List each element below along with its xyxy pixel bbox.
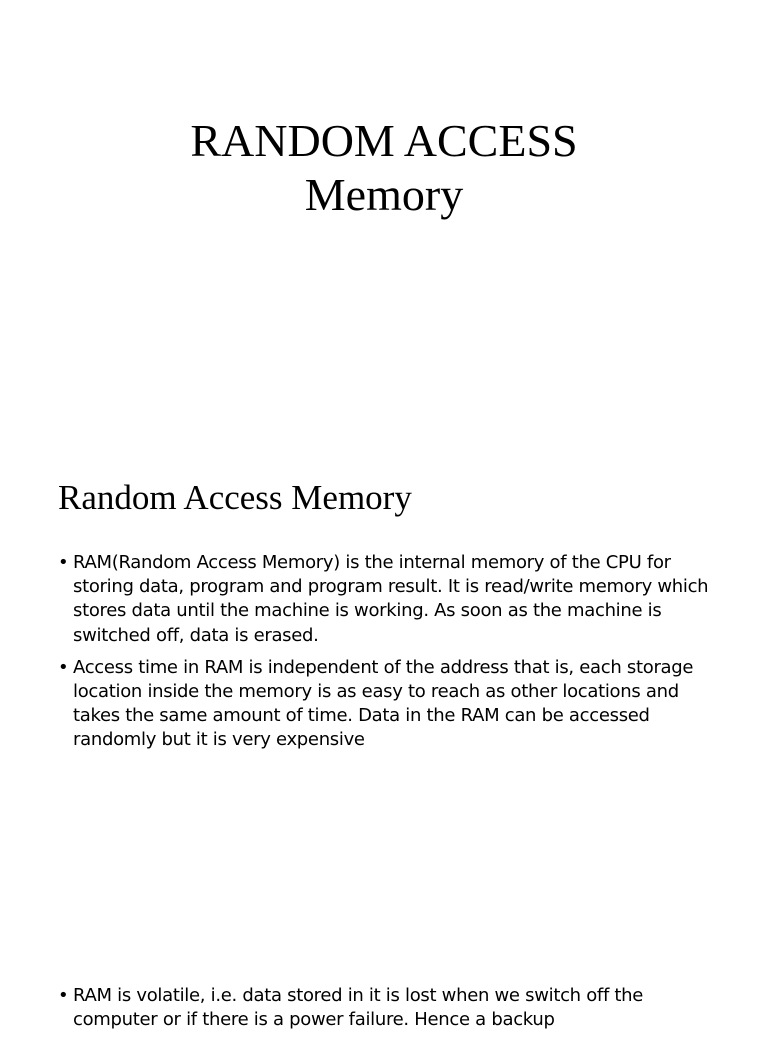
bullet-text: RAM(Random Access Memory) is the internal memory of the CPU for storing data, program and program result. It is read/write memory which stores data until the machine is working. As soon as the machine is switched off, data is erased. (73, 552, 709, 646)
bullet-text: Access time in RAM is independent of the address that is, each storage location inside the memory is as easy to reach as other locations and takes the same amount of time. Data in the RAM can be accessed randomly but it is very expensive (73, 656, 694, 751)
title-line-2: Memory (304, 169, 464, 220)
bullet-marker: • (58, 656, 69, 678)
list-item (58, 551, 718, 648)
bullet-list (58, 551, 718, 761)
title-line-1: RANDOM ACCESS (190, 115, 578, 166)
bullet-marker: • (58, 552, 69, 573)
bullet-text: RAM is volatile, i.e. data stored in it is lost when we switch off the computer or if there is a power failure. Hence a backup (73, 985, 644, 1031)
bullet-marker: • (58, 985, 69, 1006)
section-heading: Random Access Memory (58, 478, 412, 517)
list-item (58, 656, 718, 753)
slide-title (0, 114, 768, 222)
bullet-list (58, 984, 718, 1040)
list-item (58, 984, 718, 1032)
